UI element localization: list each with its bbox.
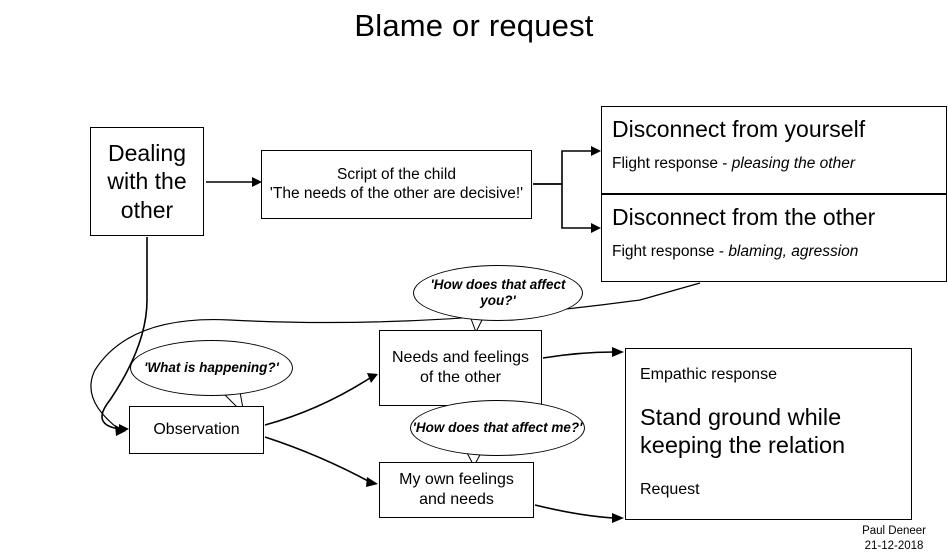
node-label: Needs and feelings of the other xyxy=(392,349,529,386)
callout-how-does-that-affect-you[interactable] xyxy=(413,265,583,321)
node-request-label: Request xyxy=(640,480,700,498)
node-heading: Disconnect from the other xyxy=(612,204,876,230)
callout-how-does-that-affect-me[interactable] xyxy=(410,400,585,456)
node-dealing-with-the-other[interactable] xyxy=(90,127,204,236)
node-label-line1: Script of the child xyxy=(337,165,456,183)
node-disconnect-from-yourself[interactable] xyxy=(601,106,947,194)
credit-block xyxy=(862,524,926,554)
node-observation[interactable] xyxy=(129,406,264,454)
callout-label: 'How does that affect me?' xyxy=(412,419,583,435)
node-subtext-emphasis: pleasing the other xyxy=(731,155,855,173)
node-subtext-prefix: Flight response - xyxy=(612,155,732,173)
node-script-of-the-child[interactable] xyxy=(261,150,532,219)
node-needs-and-feelings-of-the-other[interactable] xyxy=(379,330,542,406)
node-empathic-response-label: Empathic response xyxy=(640,366,777,383)
node-my-own-feelings-and-needs[interactable] xyxy=(379,462,534,518)
node-main-label: Stand ground while keeping the relation xyxy=(640,403,846,459)
node-label: Dealing with the other xyxy=(107,140,187,223)
callout-label: 'How does that affect you?' xyxy=(430,276,566,308)
callout-label: 'What is happening?' xyxy=(144,359,279,375)
node-subtext xyxy=(612,155,936,174)
credit-date: 21-12-2018 xyxy=(864,540,924,553)
node-heading: Disconnect from yourself xyxy=(612,116,866,142)
node-subtext-emphasis: blaming, agression xyxy=(728,243,859,261)
node-label: Observation xyxy=(153,421,240,439)
node-label-line2: 'The needs of the other are decisive!' xyxy=(269,184,524,202)
credit-author: Paul Deneer xyxy=(862,525,926,538)
node-disconnect-from-the-other[interactable] xyxy=(601,194,947,282)
node-subtext-prefix: Fight response - xyxy=(612,243,729,261)
node-subtext xyxy=(612,243,936,262)
page-title: Blame or request xyxy=(354,8,594,43)
node-outcome-stand-ground[interactable] xyxy=(625,348,912,520)
node-label: My own feelings and needs xyxy=(399,471,514,508)
callout-what-is-happening[interactable] xyxy=(130,340,293,396)
